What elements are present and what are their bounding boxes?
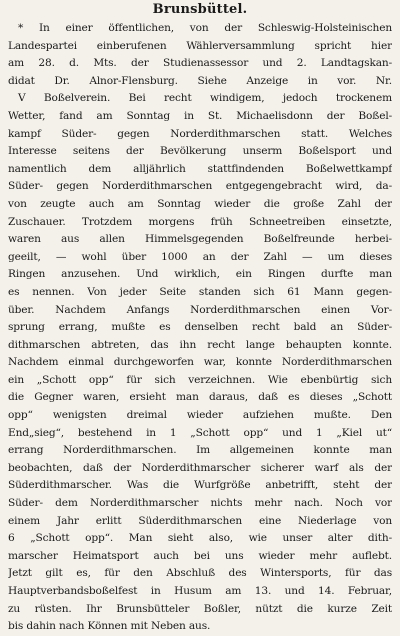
- article-line: geeilt, — wohl über 1000 an der Zahl — um dieses: [8, 250, 392, 263]
- article-line: Landespartei einberufenen Wählerversammlung spricht hier: [8, 39, 392, 52]
- article-line: am 28. d. Mts. der Studienassessor und 2. Landtagskan-: [8, 57, 392, 70]
- article-line: Wetter, fand am Sonntag in St. Michaelisdonn der Boßel-: [8, 109, 392, 122]
- article-line: einem Jahr erlitt Süderdithmarschen eine Niederlage von: [8, 514, 392, 527]
- article-line: Ringen anzusehen. Und wirklich, ein Ringen durfte man: [8, 268, 392, 281]
- article-line: V Boßelverein. Bei recht windigem, jedoch trockenem: [18, 92, 392, 105]
- article-line: ein „Schott opp“ für sich verzeichnen. Wie ebenbürtig sich: [8, 373, 392, 386]
- article-line: Zuschauer. Trotzdem morgens früh Schneetreiben einsetzte,: [8, 215, 392, 228]
- article-line: kampf Süder- gegen Norderdithmarschen statt. Welches: [8, 127, 392, 140]
- article-line: waren aus allen Himmelsgegenden Boßelfreunde herbei-: [8, 233, 392, 246]
- article-line: 6 „Schott opp“. Man sieht also, wie unser alter dith-: [8, 532, 392, 545]
- article-line: Süderdithmarscher. Was die Wurfgröße anbetrifft, steht der: [8, 479, 392, 492]
- article-line: Interesse seitens der Bevölkerung unserm Boßelsport und: [8, 145, 392, 158]
- article-line: dithmarschen abtreten, das ihn recht lange behaupten konnte.: [8, 338, 392, 351]
- article-line: End„sieg“, bestehend in 1 „Schott opp“ und 1 „Kiel ut“: [8, 426, 392, 439]
- article-line: Süder- gegen Norderdithmarschen entgegengebracht wird, da-: [8, 180, 392, 193]
- article-line: sprung errang, mußte es denselben recht bald an Süder-: [8, 321, 392, 334]
- article-line: marscher Heimatsport auch bei uns wieder mehr auflebt.: [8, 549, 392, 562]
- article-line: die Gegner waren, ersieht man daraus, daß es dieses „Schott: [8, 391, 392, 404]
- article-line: von zeugte auch am Sonntag wieder die große Zahl der: [8, 197, 392, 210]
- article-line: namentlich dem alljährlich stattfindenden Boßelwettkampf: [8, 162, 392, 175]
- article-line: zu rüsten. Ihr Brunsbütteler Boßler, nützt die kurze Zeit: [8, 602, 392, 615]
- article-line: über. Nachdem Anfangs Norderdithmarschen einen Vor-: [8, 303, 392, 316]
- article-line: beobachten, daß der Norderdithmarscher sicherer warf als der: [8, 461, 392, 474]
- article-line: Nachdem einmal durchgeworfen war, konnte Norderdithmarschen: [8, 356, 392, 369]
- article-line: Jetzt gilt es, für den Abschluß des Wintersports, für das: [8, 567, 392, 580]
- article-line: didat Dr. Alnor-Flensburg. Siehe Anzeige in vor. Nr.: [8, 74, 392, 87]
- article-line: opp“ wenigsten dreimal wieder aufziehen mußte. Den: [8, 409, 392, 422]
- article-headline: Brunsbüttel.: [152, 2, 248, 17]
- article-line: * In einer öffentlichen, von der Schleswig-Holsteinischen: [18, 22, 392, 34]
- article-body: [8, 20, 392, 636]
- article-line: errang Norderdithmarschen. Im allgemeinen konnte man: [8, 444, 392, 457]
- article-line: bis dahin nach Können mit Neben aus.: [8, 620, 211, 633]
- article-line: Süder- dem Norderdithmarscher nichts mehr nach. Noch vor: [8, 497, 392, 510]
- article-line: Hauptverbandsboßelfest in Husum am 13. und 14. Februar,: [8, 585, 392, 597]
- article-line: es nennen. Von jeder Seite standen sich 61 Mann gegen-: [8, 285, 392, 298]
